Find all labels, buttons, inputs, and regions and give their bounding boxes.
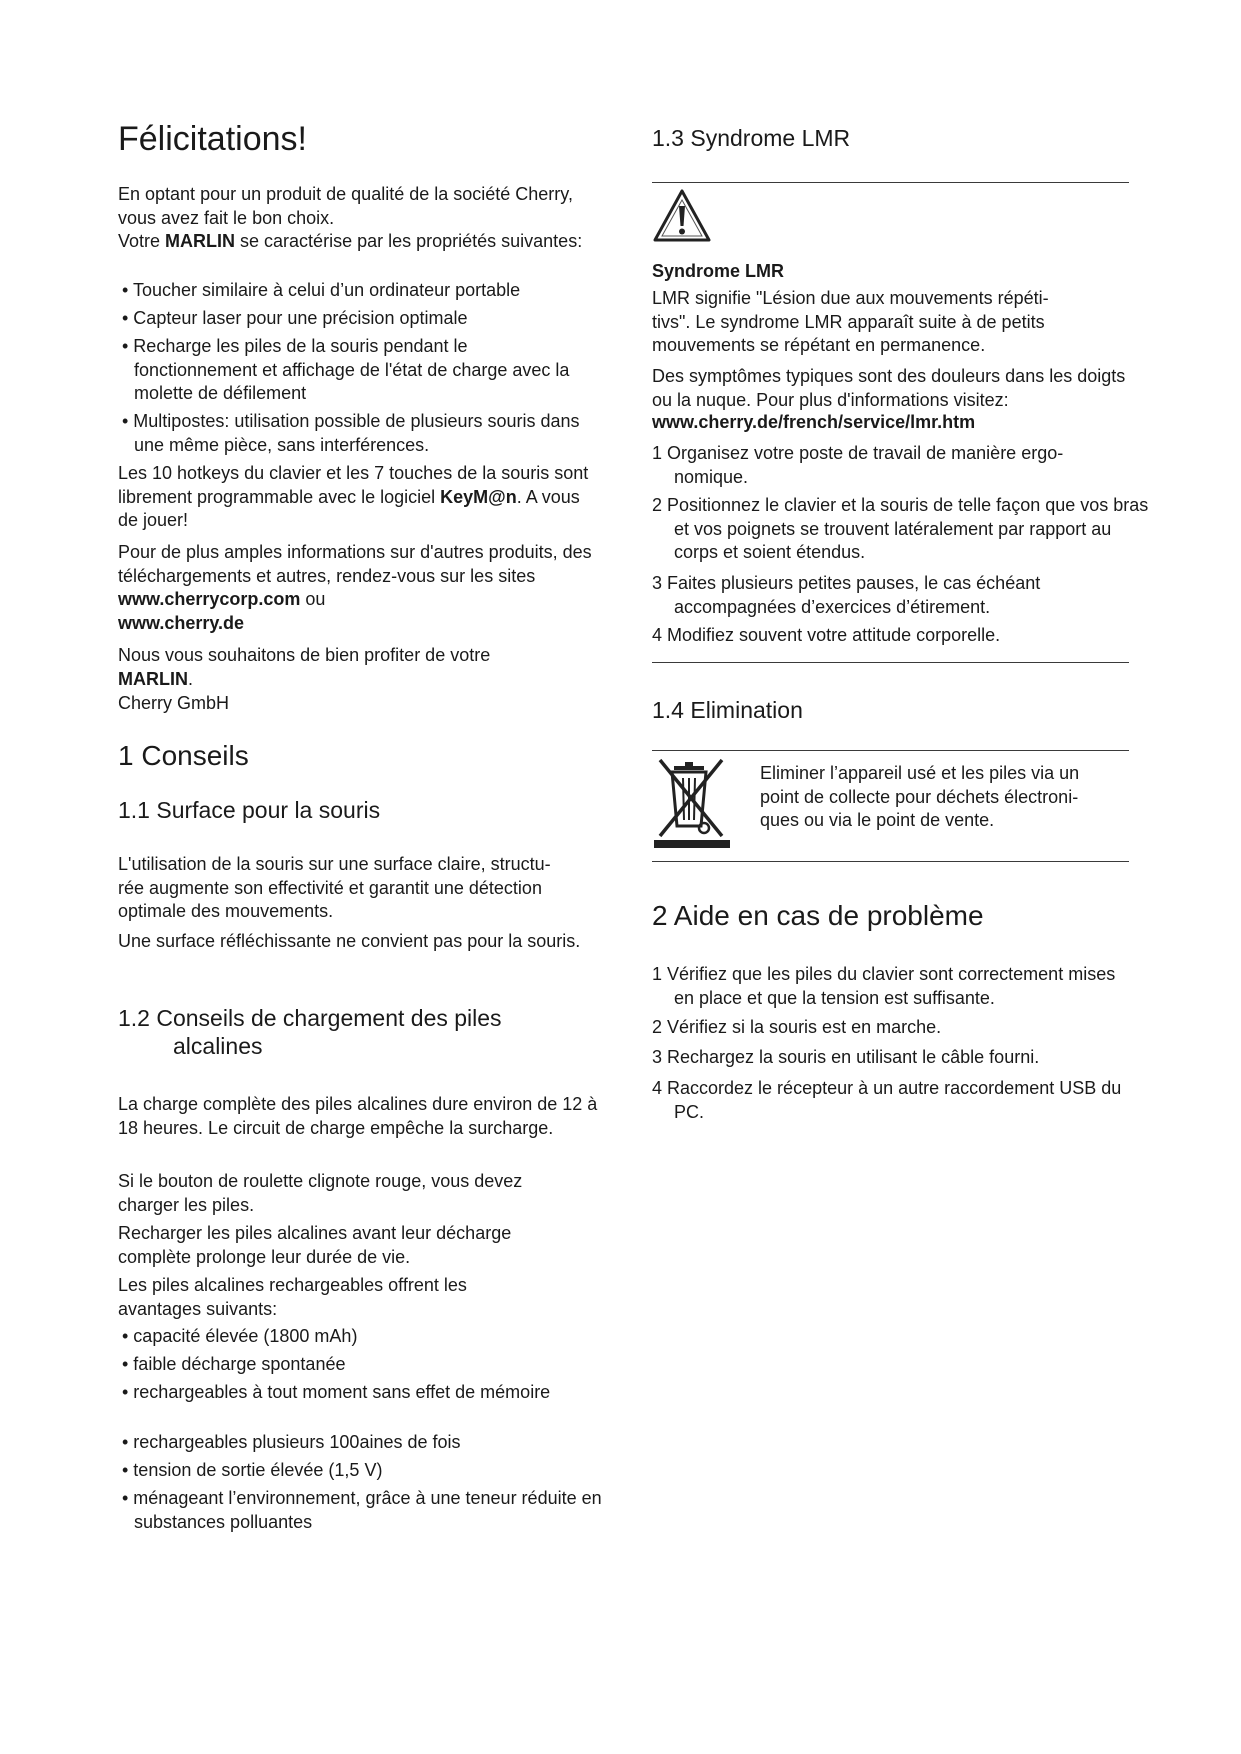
lmr-url[interactable]: www.cherry.de/french/service/lmr.htm	[652, 412, 976, 432]
lmr-paragraph: LMR signifie "Lésion due aux mouvements répéti- tivs". Le syndrome LMR apparaît suite à de petits mouvements se répétant en permanence.	[652, 288, 1049, 355]
charge-paragraph: Si le bouton de roulette clignote rouge, vous devez charger les piles.	[118, 1171, 523, 1215]
lmr-step: 1 Organisez votre poste de travail de manière ergo- nomique.	[652, 443, 1064, 487]
troubleshoot-step: 4 Raccordez le récepteur à un autre raccordement USB du PC.	[652, 1078, 1122, 1122]
lmr-step: 4 Modifiez souvent votre attitude corporelle.	[652, 625, 1001, 645]
advantage-item: • rechargeables plusieurs 100aines de fois	[122, 1432, 461, 1452]
lmr-step: 2 Positionnez le clavier et la souris de telle façon que vos bras et vos poignets se trouvent latéralement par rapport au corps et soient étendus.	[652, 495, 1149, 562]
feature-item: • Capteur laser pour une précision optimale	[122, 308, 468, 328]
charge-paragraph: La charge complète des piles alcalines dure environ de 12 à 18 heures. Le circuit de charge empêche la surcharge.	[118, 1094, 598, 1138]
website-link[interactable]: www.cherrycorp.com	[118, 589, 301, 609]
intro-paragraph: En optant pour un produit de qualité de la société Cherry, vous avez fait le bon choix.	[118, 184, 573, 228]
feature-item: • Recharge les piles de la souris pendant le fonctionnement et affichage de l'état de charge avec la molette de défilement	[122, 336, 570, 403]
section-heading: 1 Conseils	[118, 740, 249, 771]
section-heading: 2 Aide en cas de problème	[652, 900, 984, 931]
lmr-paragraph: Des symptômes typiques sont des douleurs dans les doigts ou la nuque. Pour plus d'informations visitez:	[652, 366, 1126, 410]
feature-item: • Multipostes: utilisation possible de plusieurs souris dans une même pièce, sans interférences.	[122, 411, 580, 455]
subsection-heading: 1.3 Syndrome LMR	[652, 125, 851, 151]
divider	[652, 750, 1129, 751]
lmr-step: 3 Faites plusieurs petites pauses, le cas échéant accompagnées d’exercices d’étirement.	[652, 573, 1041, 617]
troubleshoot-step: 2 Vérifiez si la souris est en marche.	[652, 1017, 942, 1037]
surface-paragraph: Une surface réfléchissante ne convient pas pour la souris.	[118, 931, 581, 951]
advantage-item: • rechargeables à tout moment sans effet de mémoire	[122, 1382, 551, 1402]
subsection-heading: 1.1 Surface pour la souris	[118, 797, 381, 823]
brand-name: MARLIN	[165, 231, 236, 251]
advantage-item: • faible décharge spontanée	[122, 1354, 346, 1374]
hotkeys-paragraph: Les 10 hotkeys du clavier et les 7 touches de la souris sont librement programmable avec le logiciel KeyM@n. A vous de jouer!	[118, 463, 589, 530]
warning-triangle-icon	[652, 188, 712, 244]
crossed-out-wheelie-bin-icon	[652, 756, 734, 850]
info-paragraph: Pour de plus amples informations sur d'autres produits, des téléchargements et autres, rendez-vous sur les sites www.cherrycorp.com ou www.cherry.de	[118, 542, 592, 633]
charge-paragraph: Les piles alcalines rechargeables offrent les avantages suivants:	[118, 1275, 467, 1319]
closing-paragraph: Nous vous souhaitons de bien profiter de votre MARLIN.	[118, 645, 491, 689]
lmr-heading: Syndrome LMR	[652, 261, 785, 281]
feature-item: • Toucher similaire à celui d’un ordinateur portable	[122, 280, 521, 300]
advantage-item: • capacité élevée (1800 mAh)	[122, 1326, 358, 1346]
intro-features-lead: Votre MARLIN se caractérise par les propriétés suivantes:	[118, 231, 583, 251]
troubleshoot-step: 3 Rechargez la souris en utilisant le câble fourni.	[652, 1047, 1040, 1067]
divider	[652, 662, 1129, 663]
troubleshoot-step: 1 Vérifiez que les piles du clavier sont correctement mises en place et que la tension est suffisante.	[652, 964, 1116, 1008]
divider	[652, 861, 1129, 862]
advantage-item: • ménageant l’environnement, grâce à une teneur réduite en substances polluantes	[122, 1488, 602, 1532]
software-name: KeyM@n	[440, 486, 517, 507]
subsection-heading: 1.4 Elimination	[652, 697, 803, 723]
advantage-item: • tension de sortie élevée (1,5 V)	[122, 1460, 383, 1480]
subsection-heading: 1.2 Conseils de chargement des piles alcalines	[118, 1005, 502, 1059]
website-link[interactable]: www.cherry.de	[118, 612, 245, 633]
divider	[652, 182, 1129, 183]
signature: Cherry GmbH	[118, 693, 230, 713]
brand-name: MARLIN	[118, 668, 188, 689]
surface-paragraph: L'utilisation de la souris sur une surface claire, structu- rée augmente son effectivité et garantit une détection optimale des mouvements.	[118, 854, 551, 921]
elimination-text: Eliminer l’appareil usé et les piles via un point de collecte pour déchets électroni- ques ou via le point de vente.	[760, 763, 1080, 830]
charge-paragraph: Recharger les piles alcalines avant leur décharge complète prolonge leur durée de vie.	[118, 1223, 512, 1267]
page-title: Félicitations!	[118, 120, 307, 158]
